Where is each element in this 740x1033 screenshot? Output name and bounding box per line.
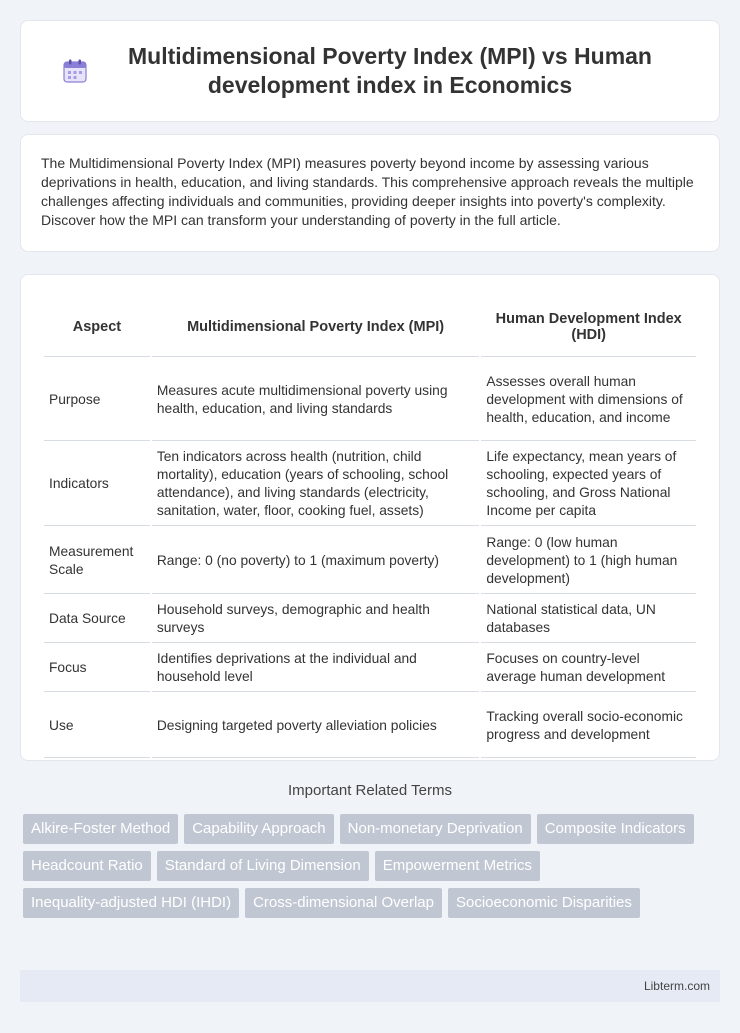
page-title: Multidimensional Poverty Index (MPI) vs Human development index in Economics	[128, 43, 652, 98]
row-aspect: Data Source	[44, 596, 150, 643]
intro-card	[20, 134, 720, 252]
related-term-tag[interactable]: Empowerment Metrics	[375, 851, 540, 881]
table-row	[44, 359, 696, 441]
table-row	[44, 596, 696, 643]
related-term-tag[interactable]: Socioeconomic Disparities	[448, 888, 640, 918]
row-aspect: Measurement Scale	[44, 528, 150, 594]
row-hdi: Range: 0 (low human development) to 1 (high human development)	[481, 528, 696, 594]
row-mpi: Range: 0 (no poverty) to 1 (maximum poverty)	[152, 528, 480, 594]
row-aspect: Use	[44, 694, 150, 758]
comparison-table	[42, 295, 698, 760]
related-term-tag[interactable]: Standard of Living Dimension	[157, 851, 369, 881]
row-aspect: Focus	[44, 645, 150, 692]
row-mpi: Designing targeted poverty alleviation policies	[152, 694, 480, 758]
row-mpi: Household surveys, demographic and health surveys	[152, 596, 480, 643]
header-hdi: Human Development Index (HDI)	[481, 297, 696, 357]
footer-brand-link[interactable]: Libterm.com	[643, 979, 710, 993]
intro-paragraph: The Multidimensional Poverty Index (MPI) measures poverty beyond income by assessing various deprivations in health, education, and living standards. This comprehensive approach reveals the multiple challenges affecting individuals and communities, providing deeper insights into poverty's complexity. Discover how the MPI can transform your understanding of poverty in the full article.	[41, 155, 694, 228]
related-terms-list	[23, 814, 703, 918]
related-term-tag[interactable]: Inequality-adjusted HDI (IHDI)	[23, 888, 239, 918]
row-mpi: Measures acute multidimensional poverty using health, education, and living standards	[152, 359, 480, 441]
related-term-tag[interactable]: Capability Approach	[184, 814, 333, 844]
table-row	[44, 645, 696, 692]
row-hdi: Tracking overall socio-economic progress and development	[481, 694, 696, 758]
row-hdi: Focuses on country-level average human development	[481, 645, 696, 692]
row-aspect: Indicators	[44, 443, 150, 526]
header-mpi: Multidimensional Poverty Index (MPI)	[152, 297, 480, 357]
calendar-icon	[61, 57, 89, 85]
row-mpi: Identifies deprivations at the individual and household level	[152, 645, 480, 692]
row-aspect: Purpose	[44, 359, 150, 441]
table-row	[44, 528, 696, 594]
comparison-card	[20, 274, 720, 761]
related-term-tag[interactable]: Headcount Ratio	[23, 851, 151, 881]
related-term-tag[interactable]: Composite Indicators	[537, 814, 694, 844]
row-hdi: Life expectancy, mean years of schooling, expected years of schooling, and Gross National Income per capita	[481, 443, 696, 526]
table-row	[44, 443, 696, 526]
table-header-row	[44, 297, 696, 357]
row-hdi: National statistical data, UN databases	[481, 596, 696, 643]
table-row	[44, 694, 696, 758]
related-term-tag[interactable]: Non-monetary Deprivation	[340, 814, 531, 844]
row-hdi: Assesses overall human development with dimensions of health, education, and income	[481, 359, 696, 441]
related-term-tag[interactable]: Cross-dimensional Overlap	[245, 888, 442, 918]
related-term-tag[interactable]: Alkire-Foster Method	[23, 814, 178, 844]
title-card	[20, 20, 720, 122]
header-aspect: Aspect	[44, 297, 150, 357]
related-terms-title: Important Related Terms	[288, 782, 452, 799]
footer	[20, 970, 720, 1002]
row-mpi: Ten indicators across health (nutrition, child mortality), education (years of schooling, school attendance), and living standards (electricity, sanitation, water, floor, cooking fuel, assets)	[152, 443, 480, 526]
